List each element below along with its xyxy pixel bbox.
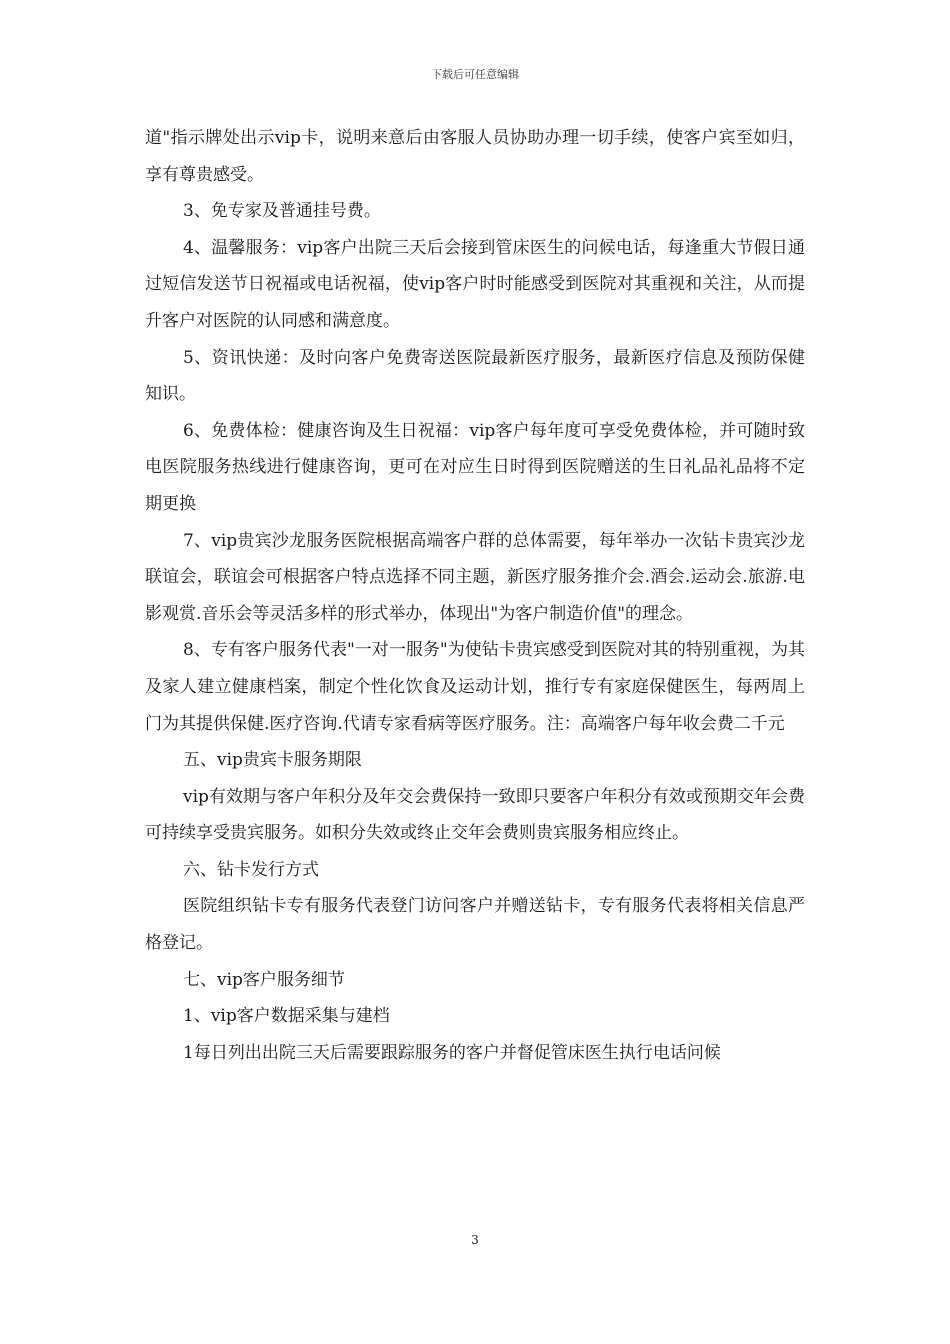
paragraph: 6、免费体检：健康咨询及生日祝福：vip客户每年度可享受免费体检，并可随时致电医院服务热线进行健康咨询，更可在对应生日时得到医院赠送的生日礼品礼品将不定期更换 [145,420,805,514]
paragraph: 3、免专家及普通挂号费。 [183,201,381,222]
subsection-heading: 1、vip客户数据采集与建档 [183,1006,390,1027]
section-heading: 七、vip客户服务细节 [183,969,345,990]
page-header: 下载后可任意编辑 [431,68,519,81]
paragraph: 8、专有客户服务代表"一对一服务"为使钻卡贵宾感受到医院对其的特别重视，为其及家人建立健康档案，制定个性化饮食及运动计划，推行专有家庭保健医生，每两周上门为其提供保健.医疗咨询.代请专家看病等医疗服务。注：高端客户每年收会费二千元 [145,640,805,734]
document-body [145,120,805,1071]
paragraph: 1每日列出出院三天后需要跟踪服务的客户并督促管床医生执行电话问候 [183,1042,721,1063]
section-heading: 六、钻卡发行方式 [183,859,319,880]
paragraph: 5、资讯快递：及时向客户免费寄送医院最新医疗服务，最新医疗信息及预防保健知识。 [145,347,805,405]
page-number: 3 [471,1233,479,1247]
paragraph: 4、温馨服务：vip客户出院三天后会接到管床医生的问候电话，每逢重大节假日通过短信发送节日祝福或电话祝福，使vip客户时时能感受到医院对其重视和关注，从而提升客户对医院的认同感和满意度。 [145,237,805,331]
section-heading: 五、vip贵宾卡服务期限 [183,750,362,771]
paragraph: vip有效期与客户年积分及年交会费保持一致即只要客户年积分有效或预期交年会费可持续享受贵宾服务。如积分失效或终止交年会费则贵宾服务相应终止。 [145,786,805,844]
paragraph: 医院组织钻卡专有服务代表登门访问客户并赠送钻卡，专有服务代表将相关信息严格登记。 [145,896,805,954]
paragraph: 7、vip贵宾沙龙服务医院根据高端客户群的总体需要，每年举办一次钻卡贵宾沙龙联谊会，联谊会可根据客户特点选择不同主题，新医疗服务推介会.酒会.运动会.旅游.电影观赏.音乐会等灵活多样的形式举办，体现出"为客户制造价值"的理念。 [145,530,805,624]
paragraph: 道"指示牌处出示vip卡，说明来意后由客服人员协助办理一切手续，使客户宾至如归，享有尊贵感受。 [145,128,805,185]
